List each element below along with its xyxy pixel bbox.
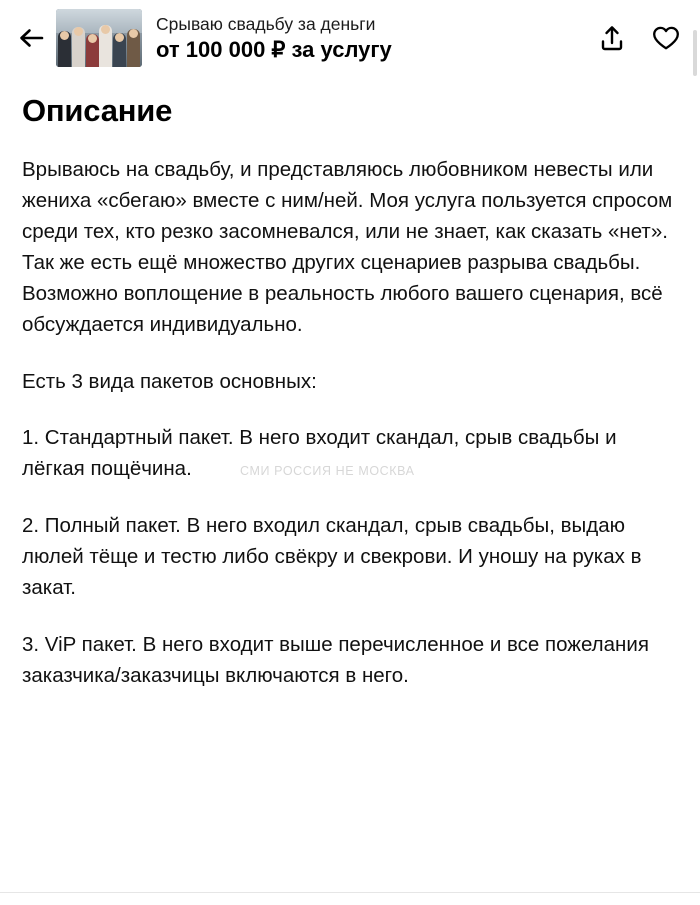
watermark-text: СМИ РОССИЯ НЕ МОСКВА (240, 464, 415, 478)
thumbnail-person (72, 27, 85, 67)
package-item-standard: 1. Стандартный пакет. В него входит скандал, срыв свадьбы и лёгкая пощёчина. (22, 426, 617, 480)
thumbnail-person (58, 31, 71, 67)
packages-intro: Есть 3 вида пакетов основных: (22, 370, 317, 393)
listing-thumbnail[interactable] (56, 9, 142, 67)
thumbnail-person (86, 34, 99, 67)
header-actions (596, 22, 682, 54)
app-header (0, 0, 700, 76)
heart-icon (651, 24, 681, 52)
back-button[interactable] (14, 21, 48, 55)
share-button[interactable] (596, 22, 628, 54)
listing-price: от 100 000 ₽ за услугу (156, 37, 392, 62)
thumbnail-person (113, 33, 126, 67)
header-title-block (142, 13, 596, 63)
scrollbar-thumb[interactable] (693, 30, 697, 76)
listing-title: Срываю свадьбу за деньги (156, 14, 376, 34)
description-section (0, 76, 700, 691)
page-title: Описание (22, 93, 173, 128)
description-paragraph: Врываюсь на свадьбу, и представляюсь любовником невесты или жениха «сбегаю» вместе с ним/ней. Моя услуга пользуется спросом среди тех, кто резко засомневался, или не знает, как сказать «нет». Так же есть ещё множество других сценариев разрыва свадьбы. Возможно воплощение в реальность любого вашего сценария, всё обсуждается индивидуально. (22, 158, 673, 336)
package-item-vip: 3. ViP пакет. В него входит выше перечисленное и все пожелания заказчика/заказчицы включаются в него. (22, 633, 649, 687)
package-item-full: 2. Полный пакет. В него входил скандал, срыв свадьбы, выдаю люлей тёще и тестю либо свёкру и свекрови. И уношу на руках в закат. (22, 514, 642, 599)
thumbnail-person (99, 25, 112, 67)
arrow-left-icon (17, 26, 45, 50)
thumbnail-person (127, 29, 140, 67)
section-divider (0, 892, 700, 893)
thumbnail-people (56, 25, 142, 67)
favorite-button[interactable] (650, 22, 682, 54)
share-upload-icon (599, 24, 625, 52)
